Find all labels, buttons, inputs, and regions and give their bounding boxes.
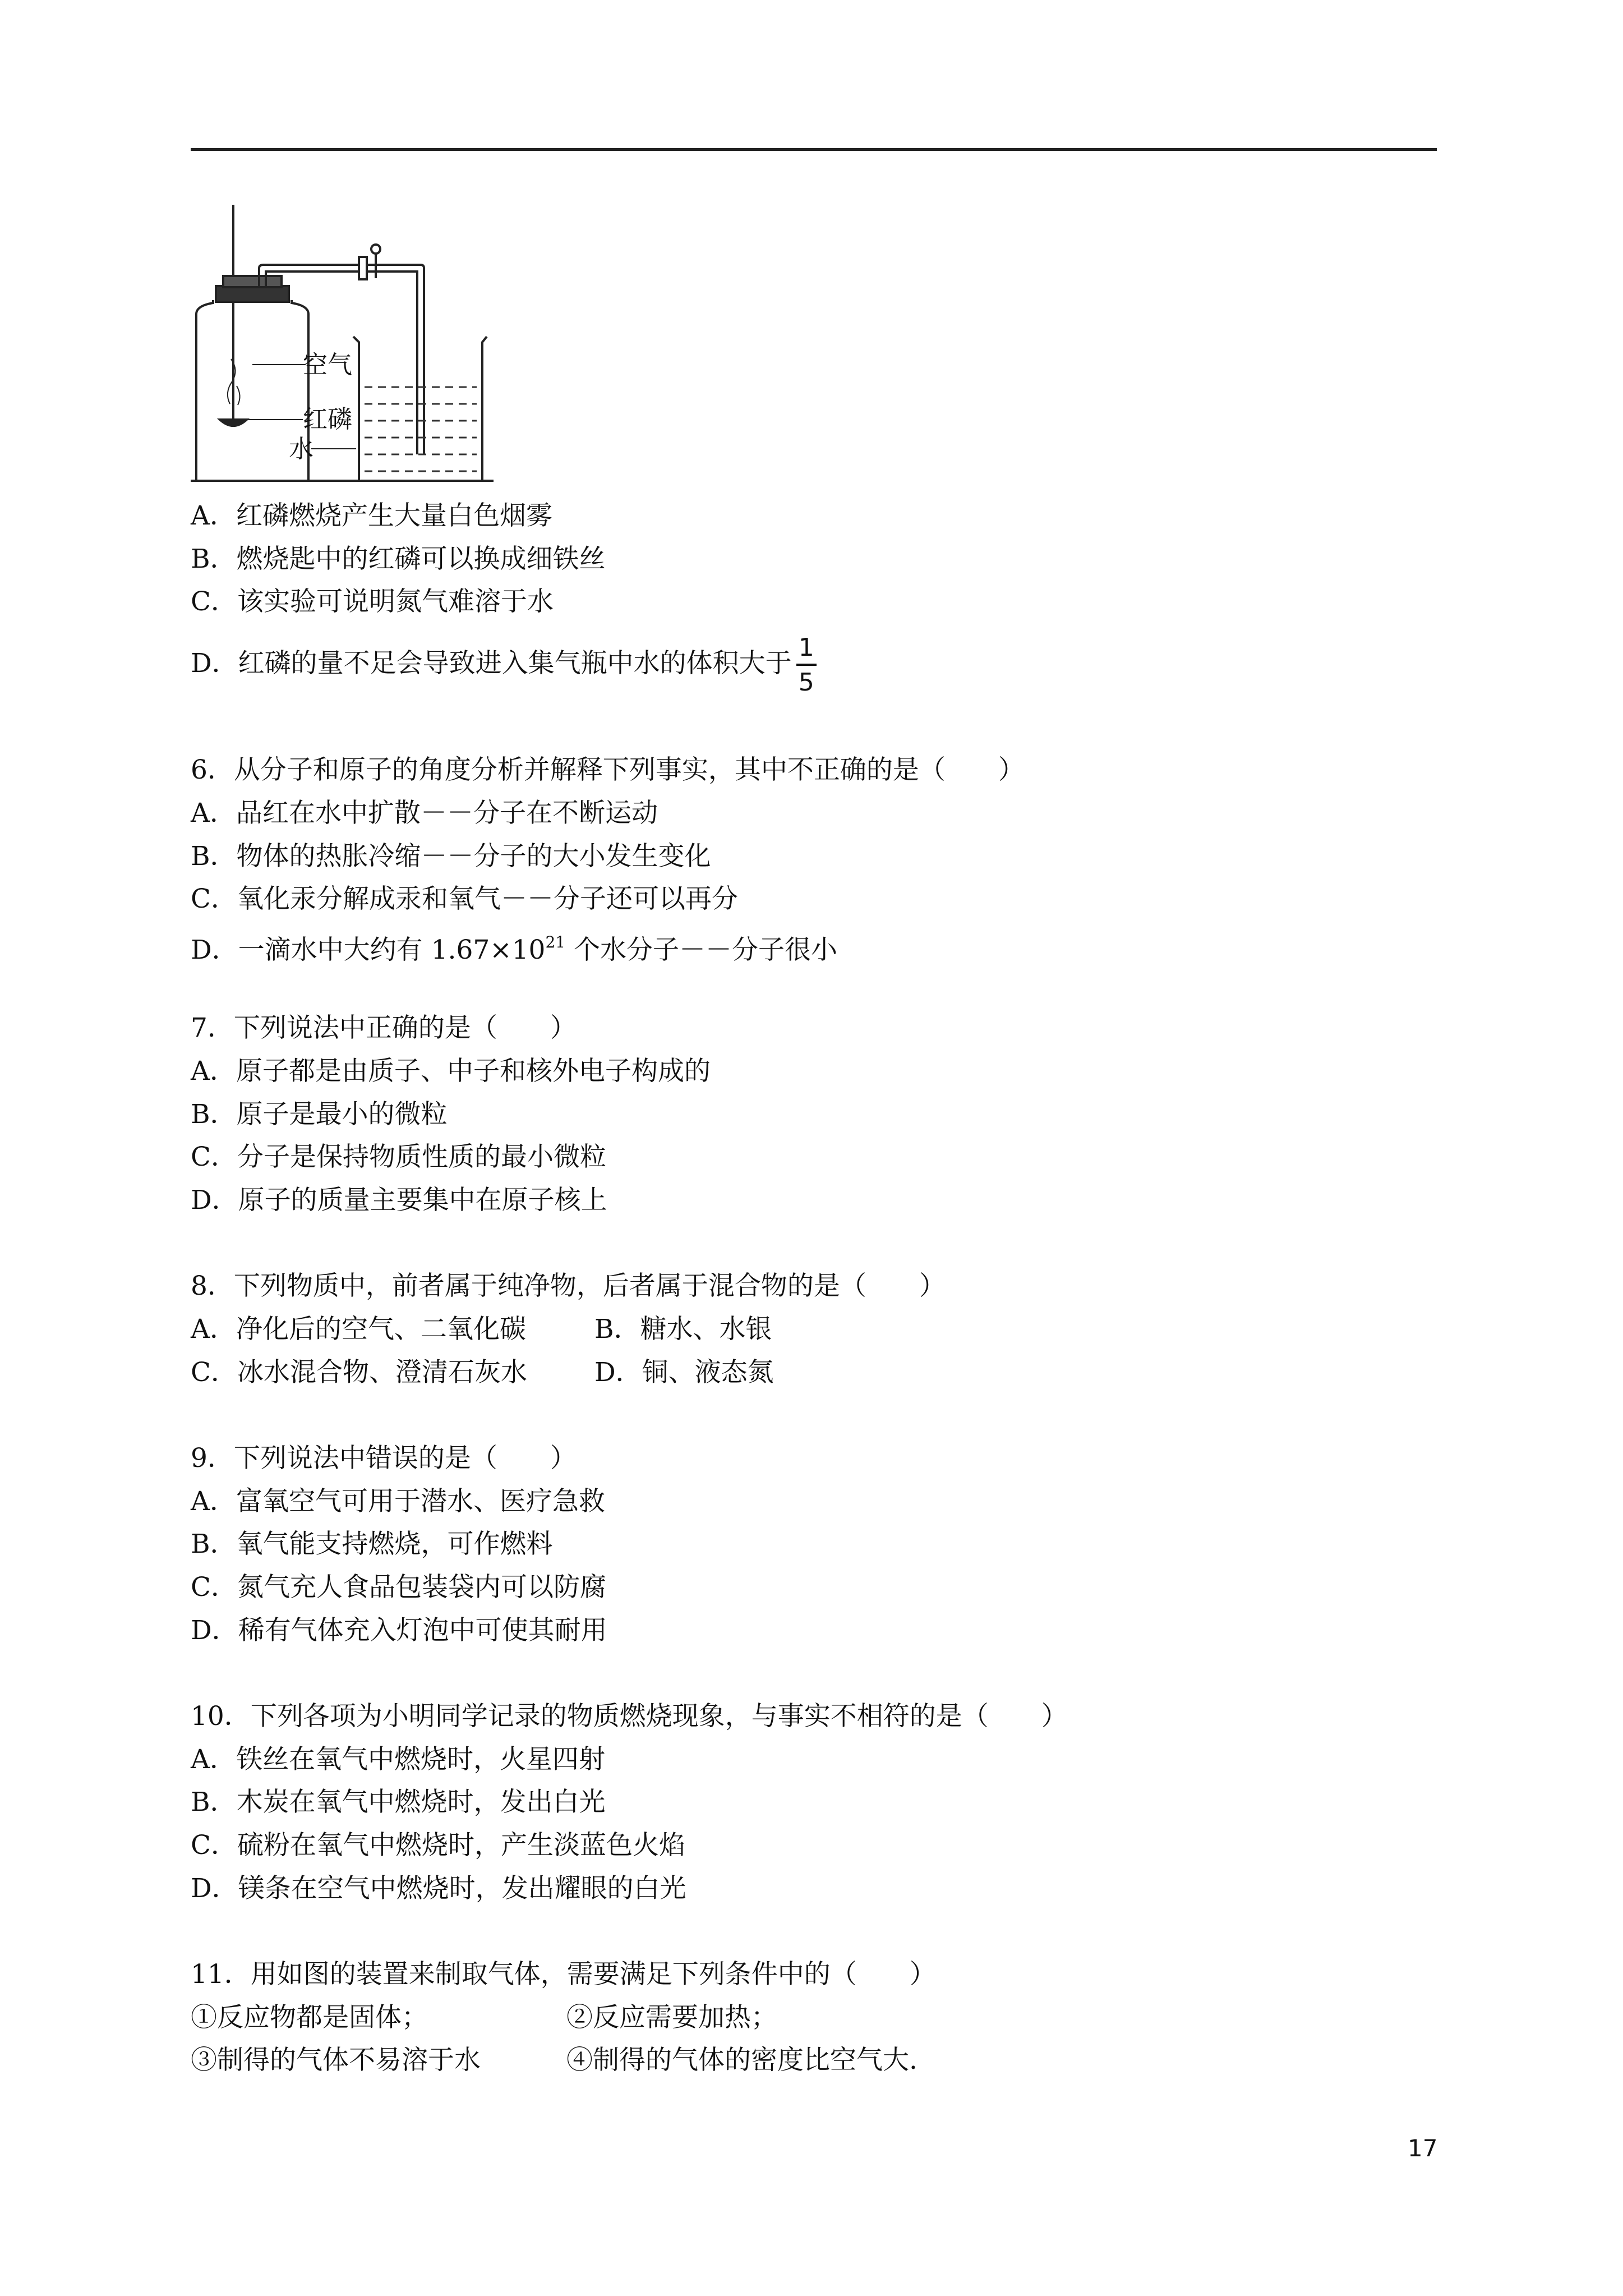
- q10-stem: 10．下列各项为小明同学记录的物质燃烧现象，与事实不相符的是（ ）: [191, 1701, 1068, 1732]
- header-rule: [191, 148, 1437, 151]
- fraction-denominator: 5: [798, 668, 814, 697]
- q7-option-b: B．原子是最小的微粒: [191, 1099, 448, 1130]
- q9-option-c: C．氮气充人食品包装袋内可以防腐: [191, 1572, 606, 1603]
- q11-row-1: [191, 2001, 777, 2035]
- q5-option-d: [191, 633, 817, 697]
- q5-option-d-text: D．红磷的量不足会导致进入集气瓶中水的体积大于: [191, 648, 792, 679]
- q6-option-b: B．物体的热胀冷缩－－分子的大小发生变化: [191, 841, 711, 872]
- q10-option-d: D．镁条在空气中燃烧时，发出耀眼的白光: [191, 1873, 686, 1904]
- q11-condition-3: ③制得的气体不易溶于水: [191, 2045, 481, 2076]
- q8-row-1: [191, 1313, 772, 1346]
- q7-option-a: A．原子都是由质子、中子和核外电子构成的: [191, 1056, 711, 1087]
- q11-condition-4: ④制得的气体的密度比空气大.: [566, 2045, 917, 2076]
- q7-option-c: C．分子是保持物质性质的最小微粒: [191, 1142, 606, 1172]
- q11-row-2: [191, 2044, 917, 2077]
- q8-option-c: C．冰水混合物、澄清石灰水: [191, 1357, 527, 1388]
- q9-option-b: B．氧气能支持燃烧，可作燃料: [191, 1529, 553, 1559]
- q9-stem: 9．下列说法中错误的是（ ）: [191, 1443, 577, 1474]
- q11-condition-2: ②反应需要加热；: [566, 2002, 777, 2033]
- apparatus-figure: [191, 202, 505, 482]
- q5-option-a: A．红磷燃烧产生大量白色烟雾: [191, 500, 552, 531]
- label-red-phosphorus: 红磷: [303, 405, 352, 434]
- q11-condition-1: ①反应物都是固体；: [191, 2002, 428, 2033]
- q6-exponent: 21: [545, 933, 566, 951]
- q6-stem: 6．从分子和原子的角度分析并解释下列事实，其中不正确的是（ ）: [191, 754, 1025, 785]
- fraction-one-fifth: [796, 633, 817, 697]
- q8-row-2: [191, 1356, 774, 1389]
- jar-left-wall: [196, 300, 213, 481]
- q9-option-d: D．稀有气体充入灯泡中可使其耐用: [191, 1615, 607, 1646]
- q11-stem: 11．用如图的装置来制取气体，需要满足下列条件中的（ ）: [191, 1959, 936, 1990]
- q7-stem: 7．下列说法中正确的是（ ）: [191, 1013, 577, 1043]
- q8-option-a: A．净化后的空气、二氧化碳: [191, 1314, 526, 1345]
- combustion-spoon: [220, 420, 247, 426]
- q5-option-c: C．该实验可说明氮气难溶于水: [191, 586, 554, 617]
- beaker: [353, 337, 487, 481]
- q9-option-a: A．富氧空气可用于潜水、医疗急救: [191, 1486, 605, 1517]
- fraction-numerator: 1: [796, 636, 817, 666]
- q5-option-b: B．燃烧匙中的红磷可以换成细铁丝: [191, 544, 606, 574]
- rubber-stopper: [216, 286, 289, 302]
- q6-option-d-tail: 个水分子－－分子很小: [565, 935, 838, 965]
- q8-stem: 8．下列物质中，前者属于纯净物，后者属于混合物的是（ ）: [191, 1271, 946, 1301]
- q6-option-c: C．氧化汞分解成汞和氧气－－分子还可以再分: [191, 884, 738, 914]
- q6-option-d: [191, 926, 837, 967]
- q10-option-a: A．铁丝在氧气中燃烧时，火星四射: [191, 1744, 605, 1775]
- q8-option-b: B．糖水、水银: [594, 1314, 772, 1345]
- page-number: 17: [1408, 2134, 1438, 2162]
- q10-option-b: B．木炭在氧气中燃烧时，发出白光: [191, 1787, 606, 1818]
- q7-option-d: D．原子的质量主要集中在原子核上: [191, 1185, 607, 1216]
- label-water: 水: [289, 435, 313, 463]
- q10-option-c: C．硫粉在氧气中燃烧时，产生淡蓝色火焰: [191, 1830, 685, 1861]
- q6-option-a: A．品红在水中扩散－－分子在不断运动: [191, 798, 658, 829]
- label-air: 空气: [303, 351, 352, 379]
- q8-option-d: D．铜、液态氮: [594, 1357, 774, 1388]
- q6-option-d-text: D．一滴水中大约有 1.67×10: [191, 935, 546, 965]
